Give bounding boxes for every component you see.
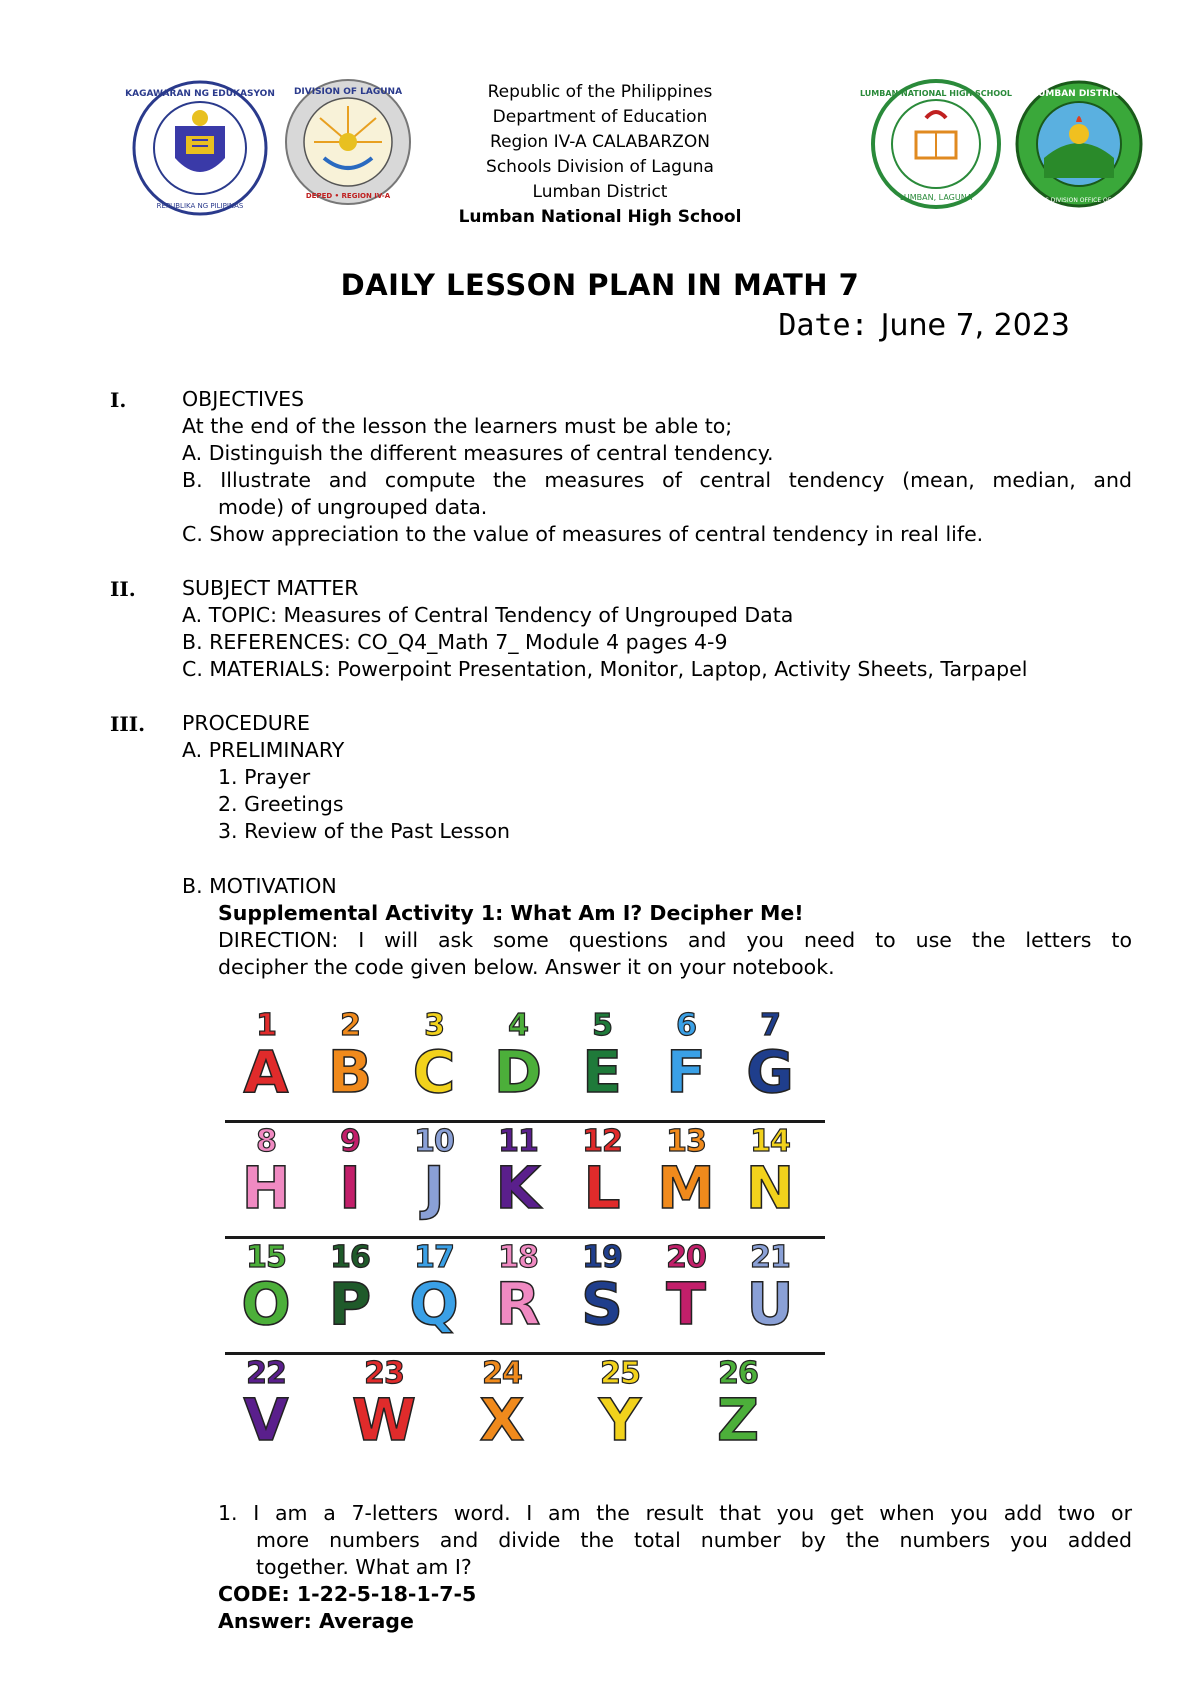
objective-c: C. Show appreciation to the value of measures of central tendency in real life. [182, 522, 984, 546]
section-heading-objectives: OBJECTIVES [182, 387, 305, 411]
letter-cell [393, 1124, 475, 1222]
letterhead-line: Lumban District [532, 182, 668, 202]
section-heading-subject-matter: SUBJECT MATTER [182, 576, 359, 600]
letter-cell [645, 1008, 727, 1106]
preliminary-item: 2. Greetings [218, 792, 344, 816]
letter-number: 26 [718, 1356, 758, 1391]
preliminary-item: 3. Review of the Past Lesson [218, 819, 510, 843]
letter-glyph: F [666, 1038, 706, 1106]
section-number: III. [110, 712, 146, 736]
letter-cell [309, 1008, 391, 1106]
letter-cell [645, 1240, 727, 1338]
svg-text:KAGAWARAN NG EDUKASYON: KAGAWARAN NG EDUKASYON [125, 89, 275, 99]
objective-b-line2: mode) of ungrouped data. [218, 495, 488, 519]
letter-number: 24 [482, 1356, 522, 1391]
letter-number: 17 [414, 1240, 454, 1275]
date-line [778, 308, 1070, 343]
letter-number: 10 [414, 1124, 454, 1159]
letter-glyph: Z [716, 1386, 760, 1454]
svg-text:DEPED • REGION IV-A: DEPED • REGION IV-A [305, 192, 391, 200]
letter-glyph: V [243, 1386, 289, 1454]
letter-glyph: O [241, 1270, 291, 1338]
letter-glyph: E [582, 1038, 622, 1106]
letter-glyph: D [493, 1038, 543, 1106]
letter-glyph: Q [409, 1270, 459, 1338]
letter-number: 6 [676, 1008, 696, 1043]
chart-divider [225, 1120, 825, 1123]
letter-cell [225, 1240, 307, 1338]
letter-number-chart [225, 1010, 825, 1480]
preliminary-heading: A. PRELIMINARY [182, 738, 345, 762]
letter-cell [225, 1124, 307, 1222]
chart-divider [225, 1236, 825, 1239]
answer-line: Answer: Average [218, 1609, 414, 1633]
letter-number: 11 [498, 1124, 538, 1159]
letter-number: 9 [340, 1124, 360, 1159]
letter-glyph: B [327, 1038, 373, 1106]
letter-number: 18 [498, 1240, 538, 1275]
svg-text:LUMBAN DISTRICT: LUMBAN DISTRICT [1032, 89, 1126, 99]
direction-line1: DIRECTION: I will ask some questions and you need to use the letters to [218, 928, 1132, 952]
letter-glyph: M [657, 1154, 715, 1222]
subject-topic: A. TOPIC: Measures of Central Tendency of Ungrouped Data [182, 603, 794, 627]
letter-number: 13 [666, 1124, 706, 1159]
letter-number: 21 [750, 1240, 790, 1275]
letter-glyph: R [495, 1270, 541, 1338]
letter-cell [461, 1356, 543, 1454]
letter-number: 14 [750, 1124, 790, 1159]
letter-glyph: P [328, 1270, 372, 1338]
letter-number: 20 [666, 1240, 706, 1275]
direction-line2: decipher the code given below. Answer it on your notebook. [218, 955, 835, 979]
letter-number: 7 [760, 1008, 780, 1043]
school-name: Lumban National High School [458, 207, 742, 227]
letter-number: 15 [246, 1240, 286, 1275]
date-label: Date: [778, 308, 869, 343]
letter-glyph: I [339, 1154, 361, 1222]
section-number: II. [110, 577, 136, 601]
letter-glyph: T [666, 1270, 706, 1338]
letter-cell [477, 1124, 559, 1222]
letterhead-line: Region IV-A CALABARZON [490, 132, 710, 152]
objective-b-line1: B. Illustrate and compute the measures of central tendency (mean, median, and [182, 468, 1132, 492]
letter-cell [477, 1240, 559, 1338]
svg-text:REPUBLIKA NG PILIPINAS: REPUBLIKA NG PILIPINAS [156, 202, 244, 210]
letterhead-line: Department of Education [492, 107, 708, 127]
activity-title: Supplemental Activity 1: What Am I? Decipher Me! [218, 901, 804, 925]
letterhead-line: Republic of the Philippines [487, 82, 713, 102]
letter-number: 12 [582, 1124, 622, 1159]
code-line: CODE: 1-22-5-18-1-7-5 [218, 1582, 477, 1606]
letter-cell [697, 1356, 779, 1454]
letter-number: 19 [582, 1240, 622, 1275]
letter-cell [561, 1240, 643, 1338]
date-value: June 7, 2023 [880, 308, 1070, 343]
svg-text:LUMBAN, LAGUNA: LUMBAN, LAGUNA [899, 193, 973, 202]
letter-cell [579, 1356, 661, 1454]
letter-cell [729, 1008, 811, 1106]
svg-text:SCHOOLS DIVISION OFFICE OF LAG: SCHOOLS DIVISION OFFICE OF LAGUNA [1019, 197, 1139, 204]
svg-text:DIVISION OF LAGUNA: DIVISION OF LAGUNA [293, 87, 403, 97]
letterhead [0, 80, 1200, 230]
letter-glyph: W [352, 1386, 416, 1454]
section-heading-procedure: PROCEDURE [182, 711, 310, 735]
letter-cell [561, 1008, 643, 1106]
letter-glyph: C [412, 1038, 456, 1106]
letter-cell [561, 1124, 643, 1222]
preliminary-item: 1. Prayer [218, 765, 311, 789]
letter-cell [225, 1356, 307, 1454]
objectives-intro: At the end of the lesson the learners must be able to; [182, 414, 733, 438]
section-number: I. [110, 388, 127, 412]
motivation-heading: B. MOTIVATION [182, 874, 337, 898]
letter-cell [309, 1124, 391, 1222]
letter-cell [393, 1008, 475, 1106]
letter-glyph: Y [599, 1386, 641, 1454]
letterhead-line: Schools Division of Laguna [486, 157, 714, 177]
letter-cell [225, 1008, 307, 1106]
letter-glyph: A [243, 1038, 289, 1106]
question-1-line3: together. What am I? [256, 1555, 472, 1579]
letter-cell [729, 1124, 811, 1222]
letter-number: 3 [424, 1008, 444, 1043]
letter-cell [729, 1240, 811, 1338]
subject-references: B. REFERENCES: CO_Q4_Math 7_ Module 4 pages 4-9 [182, 630, 728, 654]
letter-number: 5 [592, 1008, 612, 1043]
subject-materials: C. MATERIALS: Powerpoint Presentation, Monitor, Laptop, Activity Sheets, Tarpapel [182, 657, 1028, 681]
question-1-line2: more numbers and divide the total number by the numbers you added [256, 1528, 1132, 1552]
letter-cell [393, 1240, 475, 1338]
letter-number: 4 [508, 1008, 528, 1043]
letter-number: 8 [256, 1124, 276, 1159]
letter-cell [343, 1356, 425, 1454]
letter-cell [309, 1240, 391, 1338]
objective-a: A. Distinguish the different measures of central tendency. [182, 441, 774, 465]
svg-text:LUMBAN NATIONAL HIGH SCHOOL: LUMBAN NATIONAL HIGH SCHOOL [859, 89, 1013, 98]
letter-number: 25 [600, 1356, 640, 1391]
document-title: DAILY LESSON PLAN IN MATH 7 [340, 268, 860, 302]
letter-number: 1 [256, 1008, 276, 1043]
letter-number: 22 [246, 1356, 286, 1391]
letter-cell [477, 1008, 559, 1106]
letter-number: 16 [330, 1240, 370, 1275]
letter-glyph: J [423, 1154, 445, 1222]
chart-divider [225, 1352, 825, 1355]
letter-cell [645, 1124, 727, 1222]
letter-glyph: G [746, 1038, 794, 1106]
question-1-line1: 1. I am a 7-letters word. I am the result that you get when you add two or [218, 1501, 1132, 1525]
letter-glyph: N [745, 1154, 795, 1222]
letter-glyph: X [479, 1386, 525, 1454]
letter-number: 2 [340, 1008, 360, 1043]
letter-glyph: K [495, 1154, 541, 1222]
letter-glyph: L [583, 1154, 621, 1222]
letter-glyph: H [241, 1154, 291, 1222]
letter-glyph: U [746, 1270, 794, 1338]
letter-number: 23 [364, 1356, 404, 1391]
letter-glyph: S [581, 1270, 623, 1338]
